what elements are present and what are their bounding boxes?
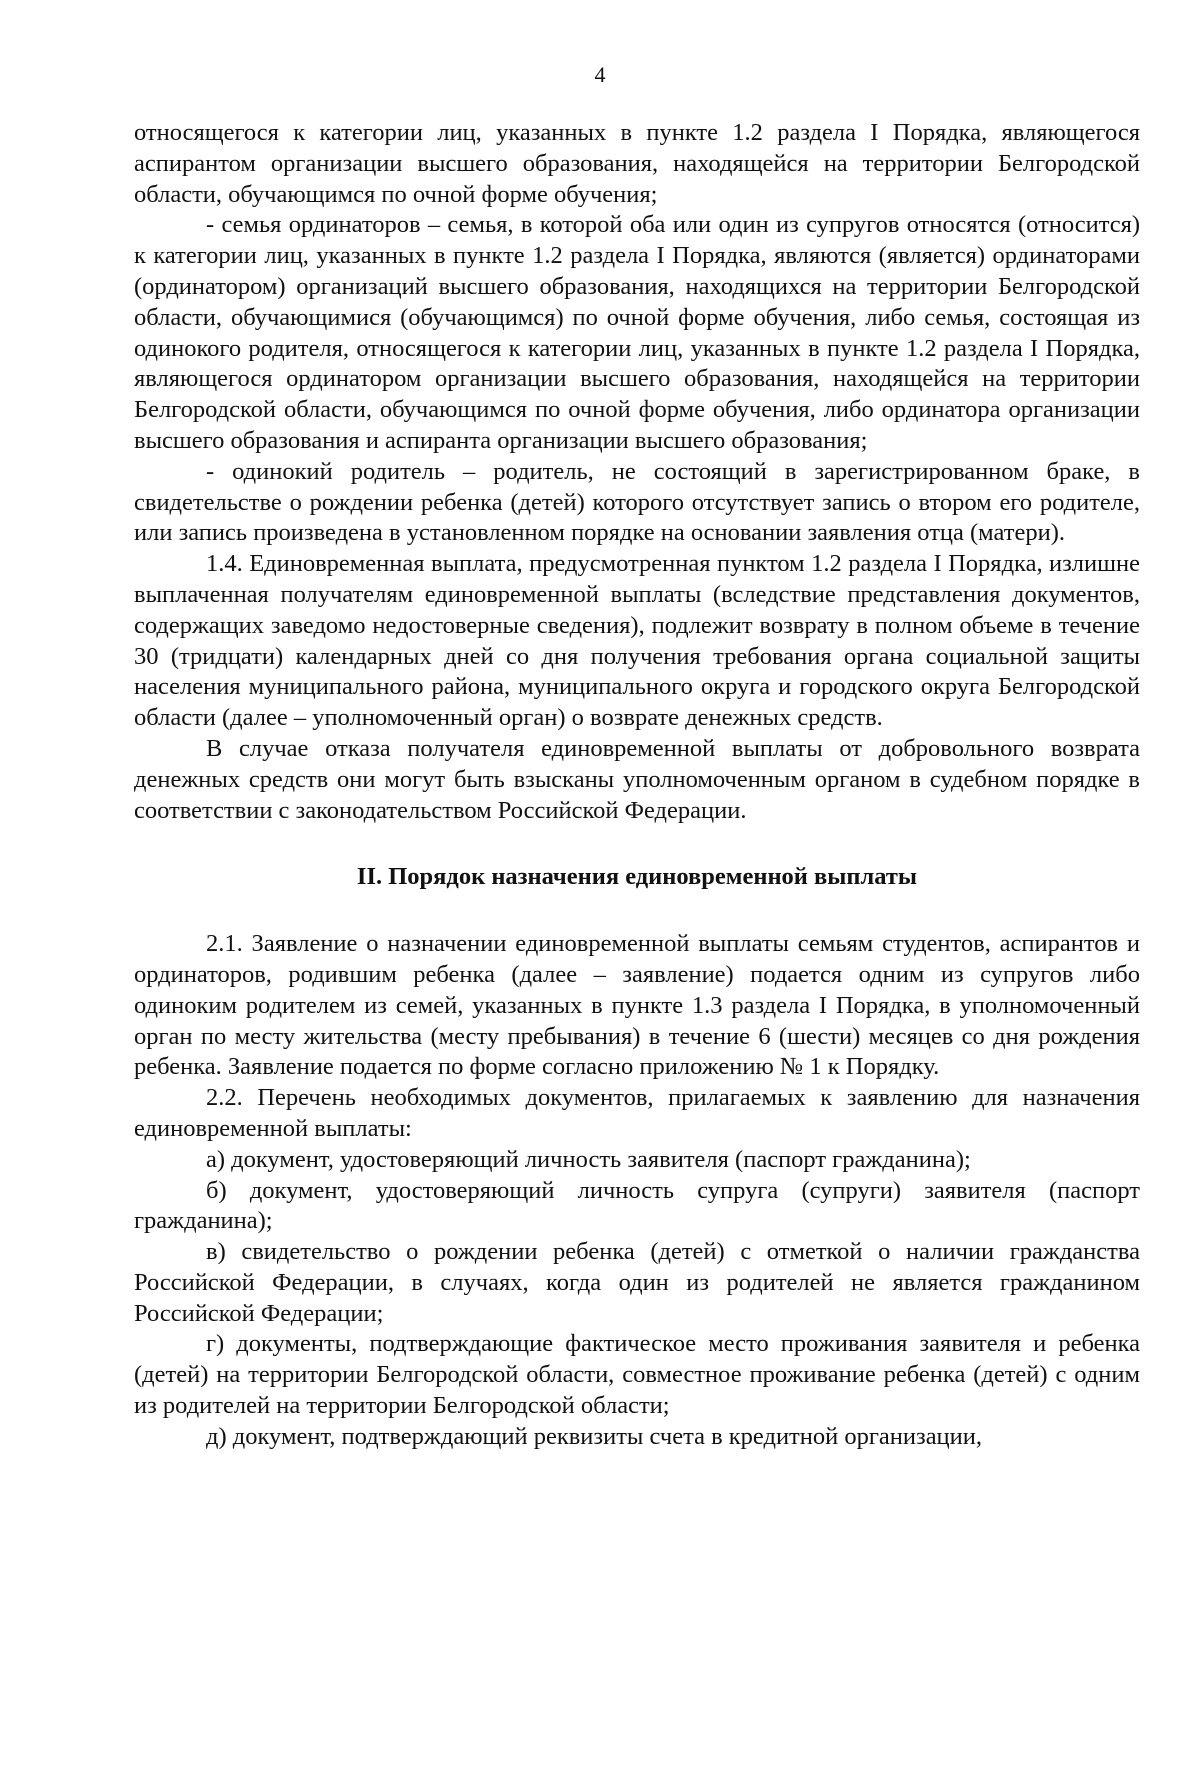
list-item-b: б) документ, удостоверяющий личность супруга (супруги) заявителя (паспорт гражданина); (134, 1176, 1140, 1235)
list-item-v: в) свидетельство о рождении ребенка (детей) с отметкой о наличии гражданства Российской Федерации, в случаях, когда один из родителей не является гражданином Российской Федерации; (134, 1238, 1140, 1327)
paragraph-single-parent: - одинокий родитель – родитель, не состоящий в зарегистрированном браке, в свидетельстве о рождении ребенка (детей) которого отсутствует запись о втором его родителе, или запись произведена в установленном порядке на основании заявления отца (матери). (134, 457, 1140, 547)
list-item-a: а) документ, удостоверяющий личность заявителя (паспорт гражданина); (206, 1145, 971, 1173)
paragraph-continuation: относящегося к категории лиц, указанных в пункте 1.2 раздела I Порядка, являющегося аспирантом организации высшего образования, находящейся на территории Белгородской области, обучающимся по очной форме обучения; (134, 119, 1140, 208)
paragraph-1-4: 1.4. Единовременная выплата, предусмотренная пунктом 1.2 раздела I Порядка, излишне выплаченная получателям единовременной выплаты (вследствие представления документов, содержащих заведомо недостоверные сведения), подлежит возврату в полном объеме в течение 30 (тридцати) календарных дней со дня получения требования органа социальной защиты населения муниципального района, муниципального округа и городского округа Белгородской области (далее – уполномоченный орган) о возврате денежных средств. (134, 550, 1140, 732)
paragraph-residents-family: - семья ординаторов – семья, в которой оба или один из супругов относятся (относится) к категории лиц, указанных в пункте 1.2 раздела I Порядка, являются (является) ординаторами (ординатором) организаций высшего образования, находящихся на территории Белгородской области, обучающимися (обучающимся) по очной форме обучения, либо семья, состоящая из одинокого родителя, относящегося к категории лиц, указанных в пункте 1.2 раздела I Порядка, являющегося ординатором организации высшего образования, находящейся на территории Белгородской области, обучающимся по очной форме обучения, либо ординатора организации высшего образования и аспиранта организации высшего образования; (134, 211, 1140, 454)
list-item-d: д) документ, подтверждающий реквизиты счета в кредитной организации, (206, 1422, 983, 1450)
section-heading: II. Порядок назначения единовременной выплаты (356, 863, 918, 891)
page-number: 4 (594, 62, 606, 87)
document-body (134, 118, 1140, 1453)
paragraph-2-2: 2.2. Перечень необходимых документов, прилагаемых к заявлению для назначения единовременной выплаты: (134, 1084, 1140, 1142)
paragraph-refusal-case: В случае отказа получателя единовременной выплаты от добровольного возврата денежных средств они могут быть взысканы уполномоченным органом в судебном порядке в соответствии с законодательством Российской Федерации. (134, 734, 1140, 824)
paragraph-2-1: 2.1. Заявление о назначении единовременной выплаты семьям студентов, аспирантов и ординаторов, родившим ребенка (далее – заявление) подается одним из супругов либо одиноким родителем из семей, указанных в пункте 1.3 раздела I Порядка, в уполномоченный орган по месту жительства (месту пребывания) в течение 6 (шести) месяцев со дня рождения ребенка. Заявление подается по форме согласно приложению № 1 к Порядку. (134, 930, 1140, 1081)
list-item-g: г) документы, подтверждающие фактическое место проживания заявителя и ребенка (детей) на территории Белгородской области, совместное проживание ребенка (детей) с одним из родителей на территории Белгородской области; (134, 1330, 1140, 1420)
